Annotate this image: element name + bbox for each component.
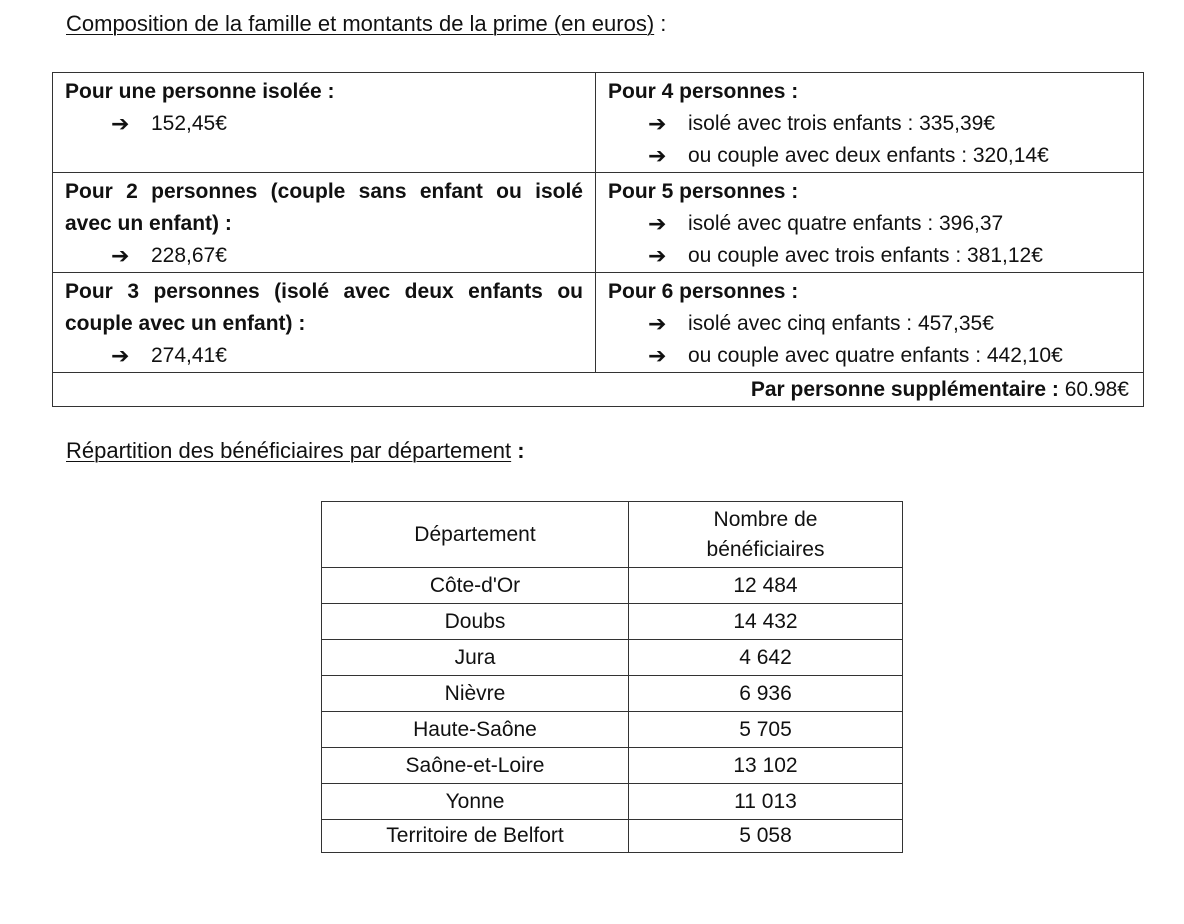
table-row <box>322 820 903 853</box>
premium-amount: ou couple avec quatre enfants : 442,10€ <box>688 344 1063 367</box>
table-row <box>322 748 903 784</box>
premium-amount: ou couple avec deux enfants : 320,14€ <box>688 144 1049 167</box>
premium-cell-title: Pour une personne isolée : <box>65 80 335 103</box>
extra-person-value: 60.98€ <box>1058 377 1129 401</box>
premium-amount: isolé avec cinq enfants : 457,35€ <box>688 312 994 335</box>
table-row <box>53 373 1144 407</box>
table-row <box>322 676 903 712</box>
table-row <box>322 640 903 676</box>
department-name: Saône-et-Loire <box>322 748 629 784</box>
table-row <box>53 173 1144 273</box>
table-row <box>322 568 903 604</box>
column-header-beneficiaries <box>629 502 903 568</box>
arrow-right-icon: ➔ <box>111 111 130 136</box>
department-distribution-heading-text: Répartition des bénéficiaires par département <box>66 438 512 463</box>
premium-cell-title: Pour 5 personnes : <box>608 180 799 203</box>
beneficiaries-by-department-table <box>321 501 903 853</box>
premium-item <box>65 108 583 140</box>
arrow-right-icon: ➔ <box>648 211 667 236</box>
table-row <box>322 784 903 820</box>
beneficiary-count: 13 102 <box>629 748 903 784</box>
extra-person-cell <box>53 373 1144 407</box>
department-name: Haute-Saône <box>322 712 629 748</box>
beneficiary-count: 5 705 <box>629 712 903 748</box>
premium-cell-5-persons <box>596 173 1144 273</box>
premium-cell-3-persons <box>53 273 596 373</box>
arrow-right-icon: ➔ <box>648 311 667 336</box>
beneficiary-count: 4 642 <box>629 640 903 676</box>
family-composition-heading <box>66 11 666 37</box>
premium-cell-title: Pour 4 personnes : <box>608 80 799 103</box>
beneficiary-count: 14 432 <box>629 604 903 640</box>
department-name: Jura <box>322 640 629 676</box>
table-row <box>53 73 1144 173</box>
premium-amount: isolé avec trois enfants : 335,39€ <box>688 112 996 135</box>
beneficiary-count: 5 058 <box>629 820 903 853</box>
premium-cell-6-persons <box>596 273 1144 373</box>
department-distribution-heading <box>66 438 525 464</box>
premium-cell-title: Pour 6 personnes : <box>608 280 799 303</box>
department-name: Côte-d'Or <box>322 568 629 604</box>
beneficiary-count: 12 484 <box>629 568 903 604</box>
department-distribution-heading-colon: : <box>511 438 525 463</box>
family-composition-heading-colon: : <box>654 11 667 36</box>
column-header-beneficiaries-line1: Nombre de <box>713 507 818 531</box>
premium-amount: 274,41€ <box>151 344 227 367</box>
premium-item <box>65 240 583 272</box>
premium-amount: isolé avec quatre enfants : 396,37 <box>688 212 1004 235</box>
family-composition-heading-text: Composition de la famille et montants de la prime (en euros) <box>66 11 655 36</box>
premium-cell-title: Pour 3 personnes (isolé avec deux enfants ou couple avec un enfant) : <box>65 280 583 335</box>
arrow-right-icon: ➔ <box>111 243 130 268</box>
column-header-department: Département <box>322 502 629 568</box>
arrow-right-icon: ➔ <box>648 143 667 168</box>
arrow-right-icon: ➔ <box>648 243 667 268</box>
premium-cell-2-persons <box>53 173 596 273</box>
extra-person-label: Par personne supplémentaire : <box>750 377 1059 401</box>
table-row <box>322 604 903 640</box>
column-header-beneficiaries-line2: bénéficiaires <box>706 537 825 561</box>
premium-item <box>608 340 1131 372</box>
premium-cell-1-person <box>53 73 596 173</box>
premium-amount: 152,45€ <box>151 112 227 135</box>
department-name: Nièvre <box>322 676 629 712</box>
beneficiary-count: 6 936 <box>629 676 903 712</box>
premium-item <box>65 340 583 372</box>
arrow-right-icon: ➔ <box>648 111 667 136</box>
premium-item <box>608 108 1131 140</box>
table-row <box>53 273 1144 373</box>
premium-item <box>608 208 1131 240</box>
table-header-row <box>322 502 903 568</box>
family-premium-table <box>52 72 1144 407</box>
department-name: Doubs <box>322 604 629 640</box>
premium-cell-title: Pour 2 personnes (couple sans enfant ou isolé avec un enfant) : <box>65 180 583 235</box>
premium-cell-4-persons <box>596 73 1144 173</box>
premium-amount: ou couple avec trois enfants : 381,12€ <box>688 244 1043 267</box>
beneficiary-count: 11 013 <box>629 784 903 820</box>
premium-item <box>608 308 1131 340</box>
premium-item <box>608 240 1131 272</box>
department-name: Territoire de Belfort <box>322 820 629 853</box>
arrow-right-icon: ➔ <box>111 343 130 368</box>
premium-amount: 228,67€ <box>151 244 227 267</box>
table-row <box>322 712 903 748</box>
department-name: Yonne <box>322 784 629 820</box>
premium-item <box>608 140 1131 172</box>
arrow-right-icon: ➔ <box>648 343 667 368</box>
